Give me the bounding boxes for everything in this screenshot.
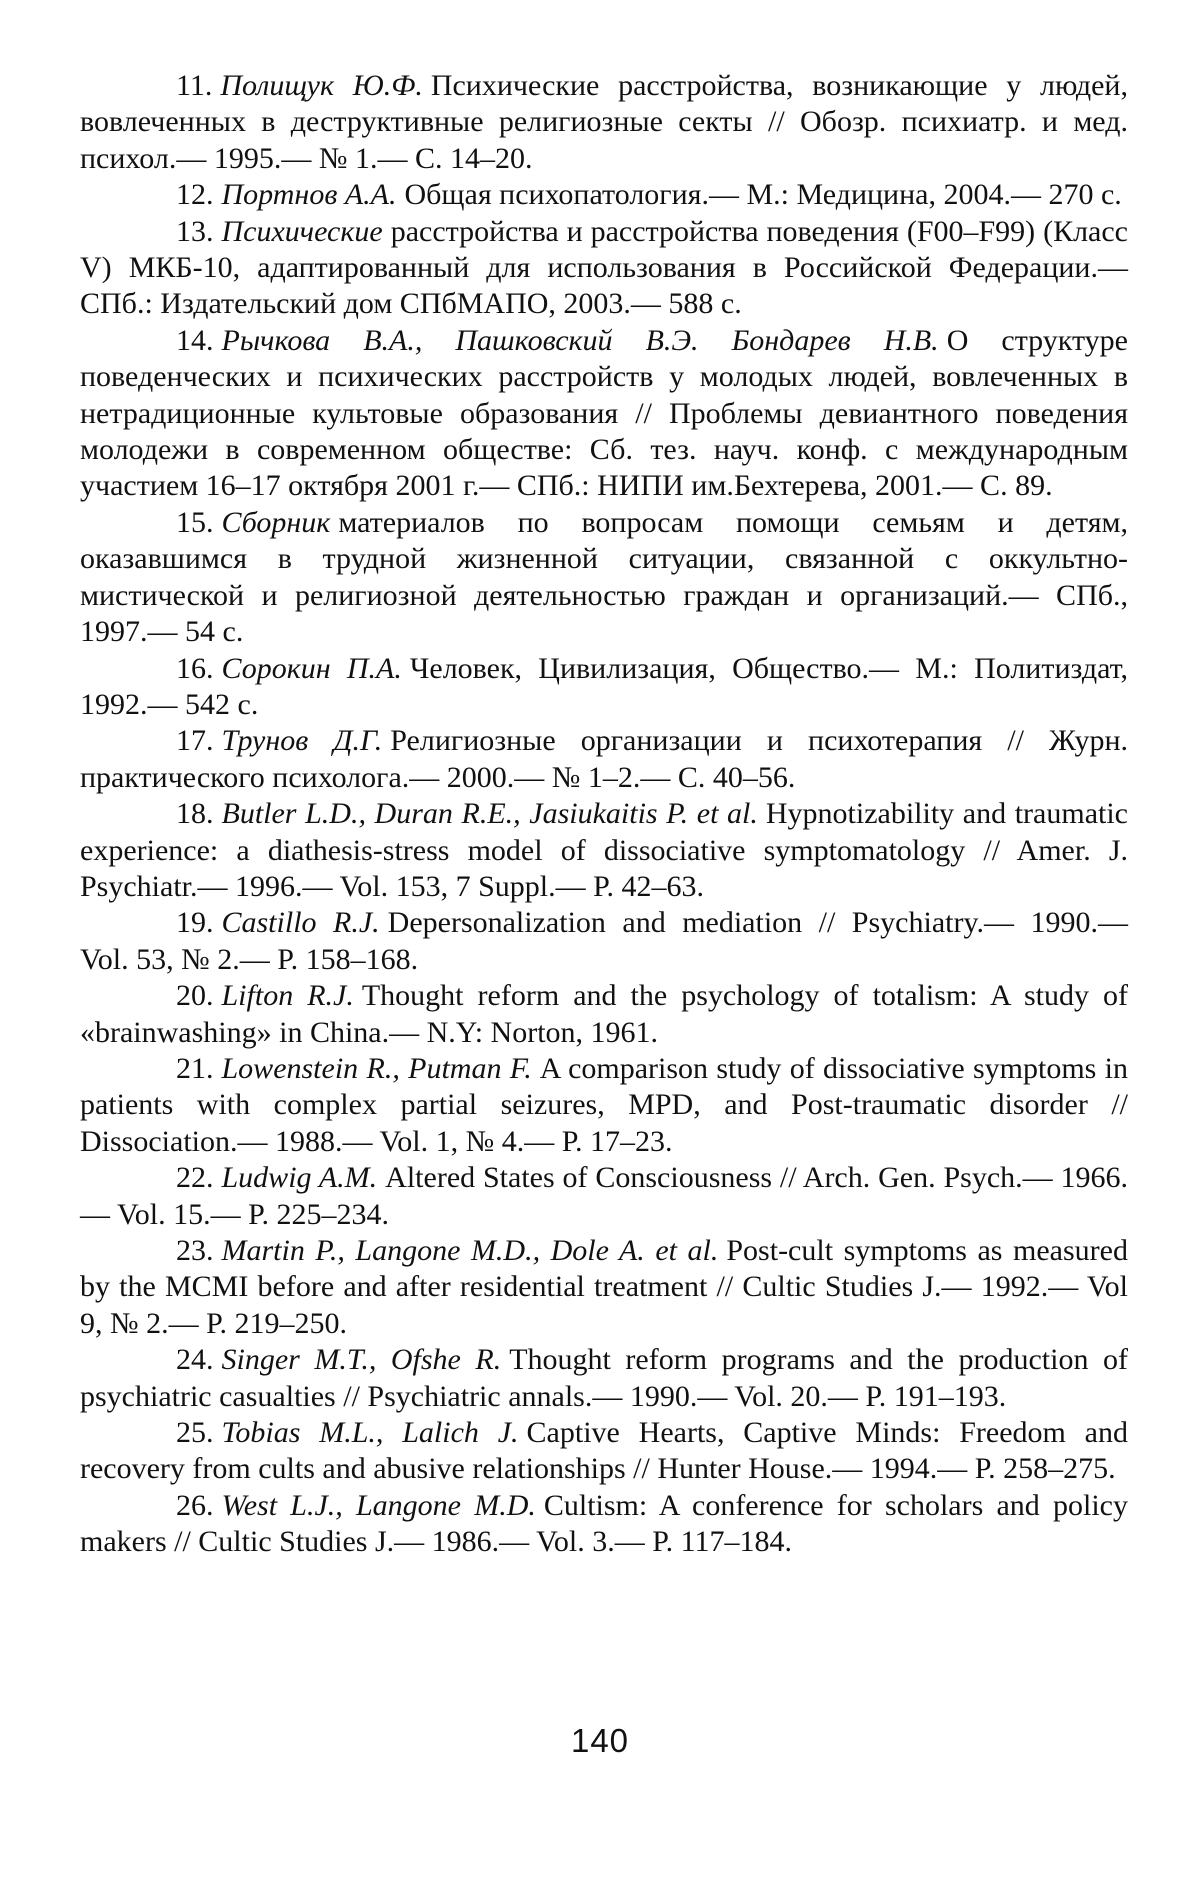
reference-text: Cultism: A conference for scholars and policy makers // Cultic Studies J.— 1986.— Vol. 3.— P. 117–184. [80, 1488, 1128, 1559]
reference-item [80, 68, 1128, 177]
reference-item [80, 323, 1128, 505]
reference-number: 25. [176, 1416, 214, 1450]
reference-number: 17. [176, 724, 214, 758]
reference-authors: Ludwig A.M. [221, 1161, 378, 1195]
reference-number: 24. [176, 1343, 214, 1377]
reference-text: Thought reform programs and the production of psychiatric casualties // Psychiatric annals.— 1990.— Vol. 20.— P. 191–193. [80, 1343, 1128, 1413]
reference-item [80, 1415, 1128, 1488]
reference-text: Человек, Цивилизация, Общество.— М.: Политиздат, 1992.— 542 с. [80, 651, 1128, 721]
reference-number: 20. [176, 979, 214, 1013]
reference-text: материалов по вопросам помощи семьям и детям, оказавшимся в трудной жизненной ситуации, связанной с оккультно-мистической и религиозной деятельностью граждан и организаций.— СПб., 1997.— 54 с. [80, 505, 1128, 649]
reference-item [80, 177, 1128, 213]
page-number: 140 [570, 1722, 630, 1759]
reference-authors: West L.J., Langone M.D. [221, 1488, 536, 1522]
reference-number: 23. [176, 1234, 214, 1267]
reference-number: 15. [176, 505, 214, 539]
reference-item [80, 905, 1128, 978]
reference-authors: Портнов А.А. [221, 178, 397, 212]
reference-number: 12. [176, 178, 214, 212]
reference-number: 13. [176, 214, 214, 248]
reference-authors: Tobias M.L., Lalich J. [221, 1416, 519, 1450]
reference-item [80, 978, 1128, 1051]
reference-number: 21. [176, 1051, 214, 1085]
reference-text: расстройства и расстройства поведения (F00–F99) (Класс V) МКБ-10, адаптированный для использования в Российской Федерации.— СПб.: Издательский дом СПбМАПО, 2003.— 588 с. [80, 214, 1128, 321]
reference-item [80, 505, 1128, 651]
reference-number: 11. [176, 69, 213, 102]
reference-item [80, 796, 1128, 905]
reference-authors: Singer M.T., Ofshe R. [221, 1343, 502, 1377]
reference-text: Общая психопатология.— М.: Медицина, 2004.— 270 с. [404, 178, 1122, 212]
reference-item [80, 214, 1128, 323]
reference-authors: Психические [221, 214, 383, 248]
reference-item [80, 1488, 1128, 1561]
reference-number: 19. [176, 906, 214, 940]
reference-item [80, 1342, 1128, 1415]
reference-item [80, 651, 1128, 724]
reference-number: 26. [176, 1488, 214, 1522]
reference-text: Captive Hearts, Captive Minds: Freedom and recovery from cults and abusive relationships // Hunter House.— 1994.— P. 258–275. [80, 1416, 1128, 1486]
document-page [80, 68, 1128, 1561]
reference-text: Altered States of Consciousness // Arch. Gen. Psych.— 1966.— Vol. 15.— P. 225–234. [80, 1161, 1128, 1231]
reference-item [80, 1051, 1128, 1160]
reference-authors: Lifton R.J. [221, 979, 354, 1013]
reference-item [80, 1160, 1128, 1233]
reference-text: Религиозные организации и психотерапия // Журн. практического психолога.— 2000.— № 1–2.— С. 40–56. [80, 724, 1128, 794]
reference-item [80, 1233, 1128, 1342]
reference-authors: Сборник [221, 505, 331, 539]
reference-authors: Martin P., Langone M.D., Dole A. et al. [221, 1234, 719, 1267]
reference-text: Hypnotizability and traumatic experience: a diathesis-stress model of dissociative symptomatology // Amer. J. Psychiatr.— 1996.— Vol. 153, 7 Suppl.— P. 42–63. [80, 797, 1128, 903]
reference-text: A comparison study of dissociative symptoms in patients with complex partial seizures, MPD, and Post-traumatic disorder // Dissociation.— 1988.— Vol. 1, № 4.— P. 17–23. [80, 1051, 1128, 1158]
reference-authors: Трунов Д.Г. [221, 724, 383, 758]
reference-number: 22. [176, 1161, 214, 1195]
reference-text: Психические расстройства, возникающие у людей, вовлеченных в деструктивные религиозные секты // Обозр. психиатр. и мед. психол.— 1995.— № 1.— С. 14–20. [80, 69, 1128, 175]
reference-authors: Castillo R.J. [221, 906, 380, 940]
reference-number: 18. [176, 797, 214, 831]
reference-authors: Lowenstein R., Putman F. [221, 1051, 532, 1085]
reference-text: Thought reform and the psychology of totalism: A study of «brainwashing» in China.— N.Y: Norton, 1961. [80, 979, 1128, 1049]
reference-text: Depersonalization and mediation // Psychiatry.— 1990.— Vol. 53, № 2.— P. 158–168. [80, 906, 1128, 976]
reference-authors: Butler L.D., Duran R.E., Jasiukaitis P. et al. [221, 797, 758, 831]
reference-authors: Полищук Ю.Ф. [220, 69, 423, 102]
reference-text: Post-cult symptoms as measured by the MCMI before and after residential treatment // Cultic Studies J.— 1992.— Vol 9, № 2.— P. 219–250. [80, 1234, 1128, 1340]
reference-number: 14. [176, 323, 214, 357]
reference-number: 16. [176, 651, 214, 685]
reference-text: О структуре поведенческих и психических расстройств у молодых людей, вовлеченных в нетрадиционные культовые образования // Проблемы девиантного поведения молодежи в современном обществе: Сб. тез. науч. конф. с международным участием 16–17 октября 2001 г.— СПб.: НИПИ им.Бехтерева, 2001.— С. 89. [80, 323, 1128, 503]
reference-list [80, 68, 1128, 1561]
reference-authors: Рычкова В.А., Пашковский В.Э. Бондарев Н.В. [221, 323, 939, 357]
reference-authors: Сорокин П.А. [221, 651, 402, 685]
reference-item [80, 723, 1128, 796]
